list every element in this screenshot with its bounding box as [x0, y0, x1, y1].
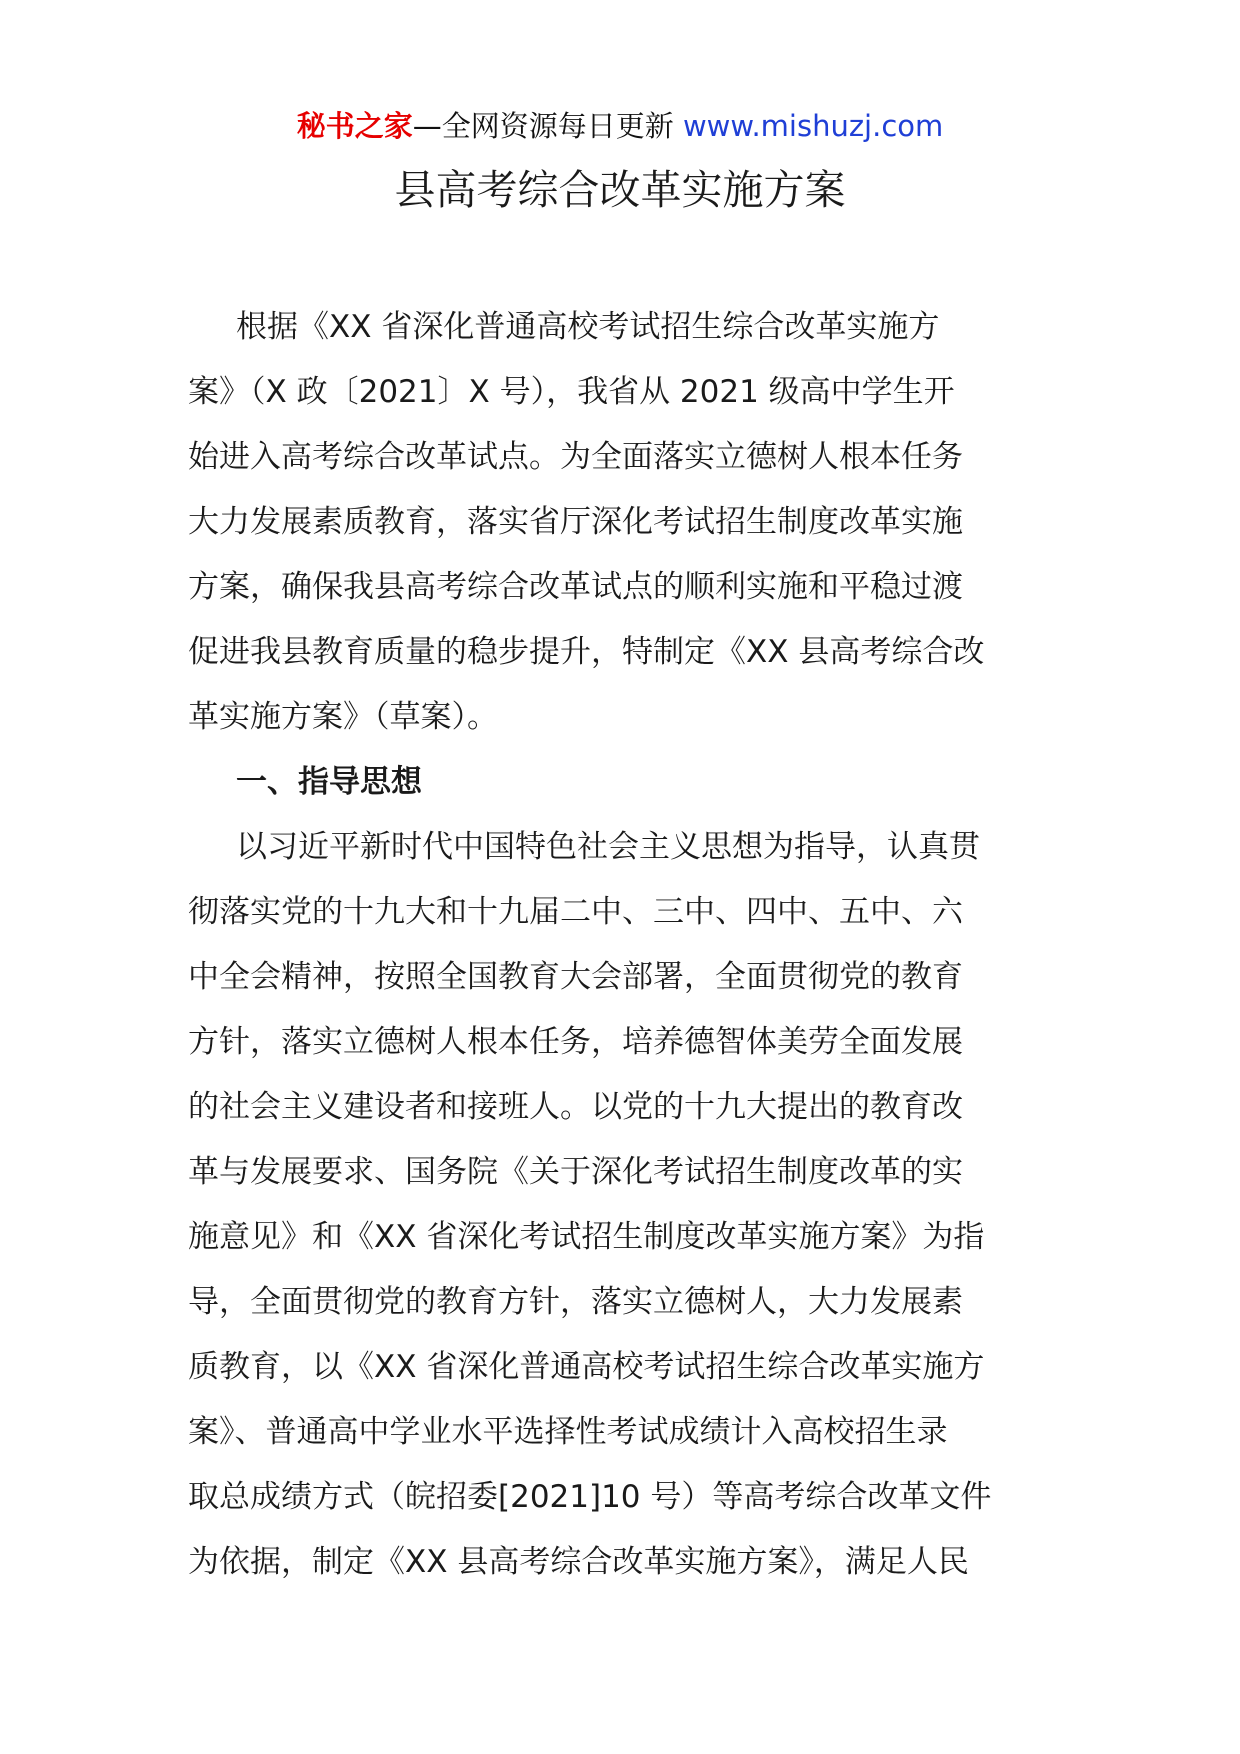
- document-body: [188, 295, 1068, 1595]
- section-line: 导，全面贯彻党的教育方针，落实立德树人，大力发展素: [188, 1284, 963, 1320]
- section-line: 质教育，以《XX 省深化普通高校考试招生综合改革实施方: [188, 1349, 985, 1385]
- intro-line: 根据《XX 省深化普通高校考试招生综合改革实施方: [236, 309, 940, 345]
- site-slogan: —全网资源每日更新: [412, 109, 683, 143]
- intro-line: 案》（X 政〔2021〕X 号），我省从 2021 级高中学生开: [188, 374, 955, 410]
- section-line: 方针，落实立德树人根本任务，培养德智体美劳全面发展: [188, 1024, 963, 1060]
- section-heading: 一、指导思想: [236, 764, 422, 800]
- site-header: [0, 104, 1240, 148]
- intro-line: 革实施方案》（草案）。: [188, 699, 498, 735]
- section-line: 为依据，制定《XX 县高考综合改革实施方案》，满足人民: [188, 1544, 969, 1580]
- intro-line: 方案，确保我县高考综合改革试点的顺利实施和平稳过渡: [188, 569, 963, 605]
- section-line: 施意见》和《XX 省深化考试招生制度改革实施方案》为指: [188, 1219, 985, 1255]
- section-line: 革与发展要求、国务院《关于深化考试招生制度改革的实: [188, 1154, 963, 1190]
- site-brand: 秘书之家: [296, 109, 413, 143]
- section-line: 以习近平新时代中国特色社会主义思想为指导，认真贯: [236, 829, 980, 865]
- intro-line: 大力发展素质教育，落实省厅深化考试招生制度改革实施: [188, 504, 963, 540]
- section-line: 彻落实党的十九大和十九届二中、三中、四中、五中、六: [188, 894, 963, 930]
- site-url-link[interactable]: www.mishuzj.com: [682, 109, 944, 143]
- document-title: 县高考综合改革实施方案: [394, 166, 846, 214]
- intro-line: 促进我县教育质量的稳步提升，特制定《XX 县高考综合改: [188, 634, 985, 670]
- intro-line: 始进入高考综合改革试点。为全面落实立德树人根本任务: [188, 439, 963, 475]
- section-line: 案》、普通高中学业水平选择性考试成绩计入高校招生录: [188, 1414, 948, 1450]
- section-line: 中全会精神，按照全国教育大会部署，全面贯彻党的教育: [188, 959, 963, 995]
- section-line: 的社会主义建设者和接班人。以党的十九大提出的教育改: [188, 1089, 963, 1125]
- section-line: 取总成绩方式（皖招委[2021]10 号）等高考综合改革文件: [188, 1479, 992, 1515]
